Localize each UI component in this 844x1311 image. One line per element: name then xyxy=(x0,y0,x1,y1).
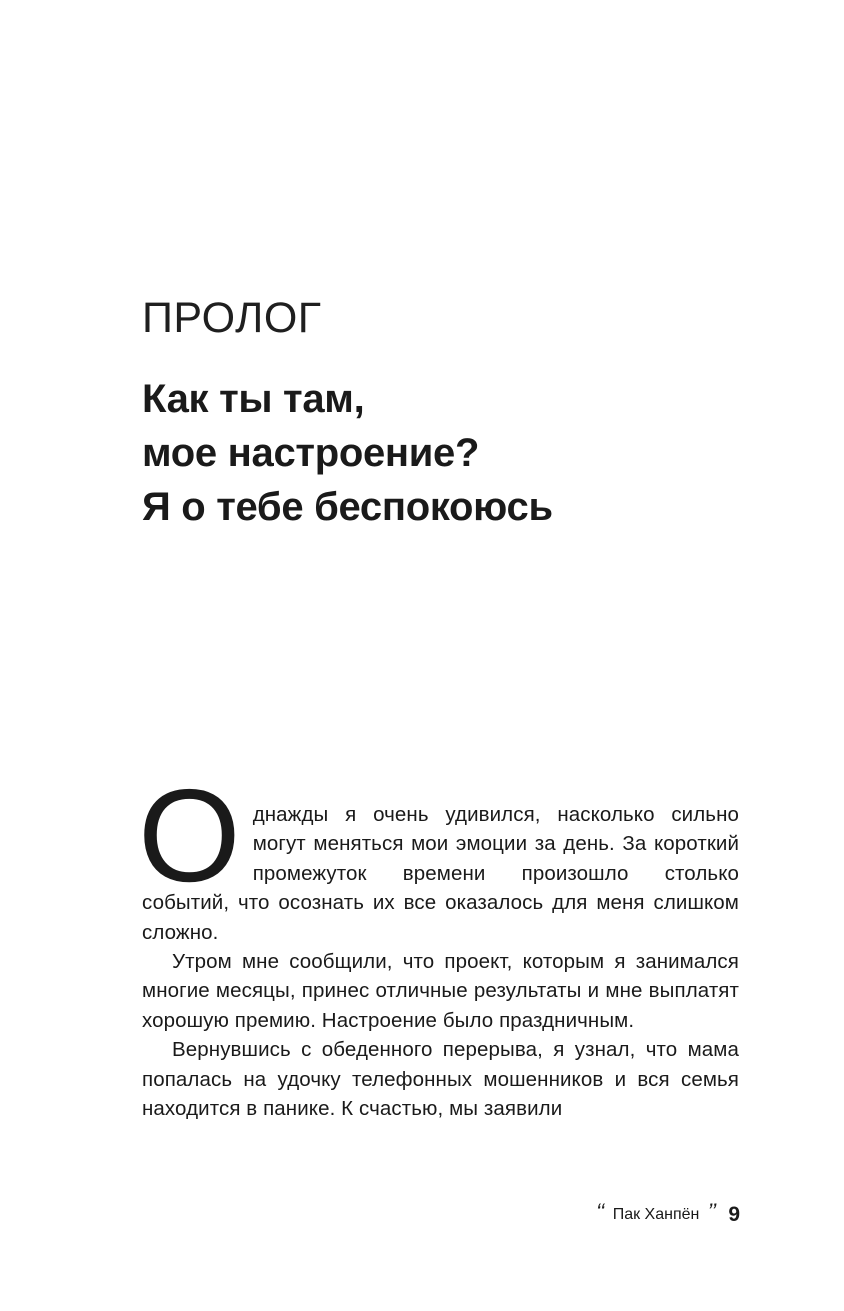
chapter-title xyxy=(142,372,742,534)
paragraph-text: днажды я очень удивился, насколько сильно могут меняться мои эмоции за день. За короткий промежуток времени произошло столько событий, что осознать их все оказалось для меня слишком сложно. xyxy=(142,803,739,944)
chapter-title-line: мое настроение? xyxy=(142,431,480,475)
page-footer xyxy=(596,1200,740,1230)
chapter-title-line: Я о тебе беспокоюсь xyxy=(142,485,553,529)
body-text xyxy=(138,762,739,1123)
paragraph: Вернувшись с обеденного перерыва, я узнал, что мама попалась на удочку телефонных мошенников и вся семья находится в панике. К счастью, мы заявили xyxy=(142,1038,739,1121)
open-quote-mark: ‘‘ xyxy=(595,1199,605,1224)
section-label: ПРОЛОГ xyxy=(142,294,322,342)
paragraph xyxy=(138,762,739,947)
page-number: 9 xyxy=(728,1203,740,1226)
close-quote-mark: ’’ xyxy=(707,1199,717,1224)
drop-cap: О xyxy=(138,762,241,909)
running-author: Пак Ханпён xyxy=(612,1206,700,1223)
paragraph: Утром мне сообщили, что проект, которым я занимался многие месяцы, принес отличные результаты и мне выплатят хорошую премию. Настроение было праздничным. xyxy=(142,950,739,1032)
chapter-title-line: Как ты там, xyxy=(142,377,365,421)
